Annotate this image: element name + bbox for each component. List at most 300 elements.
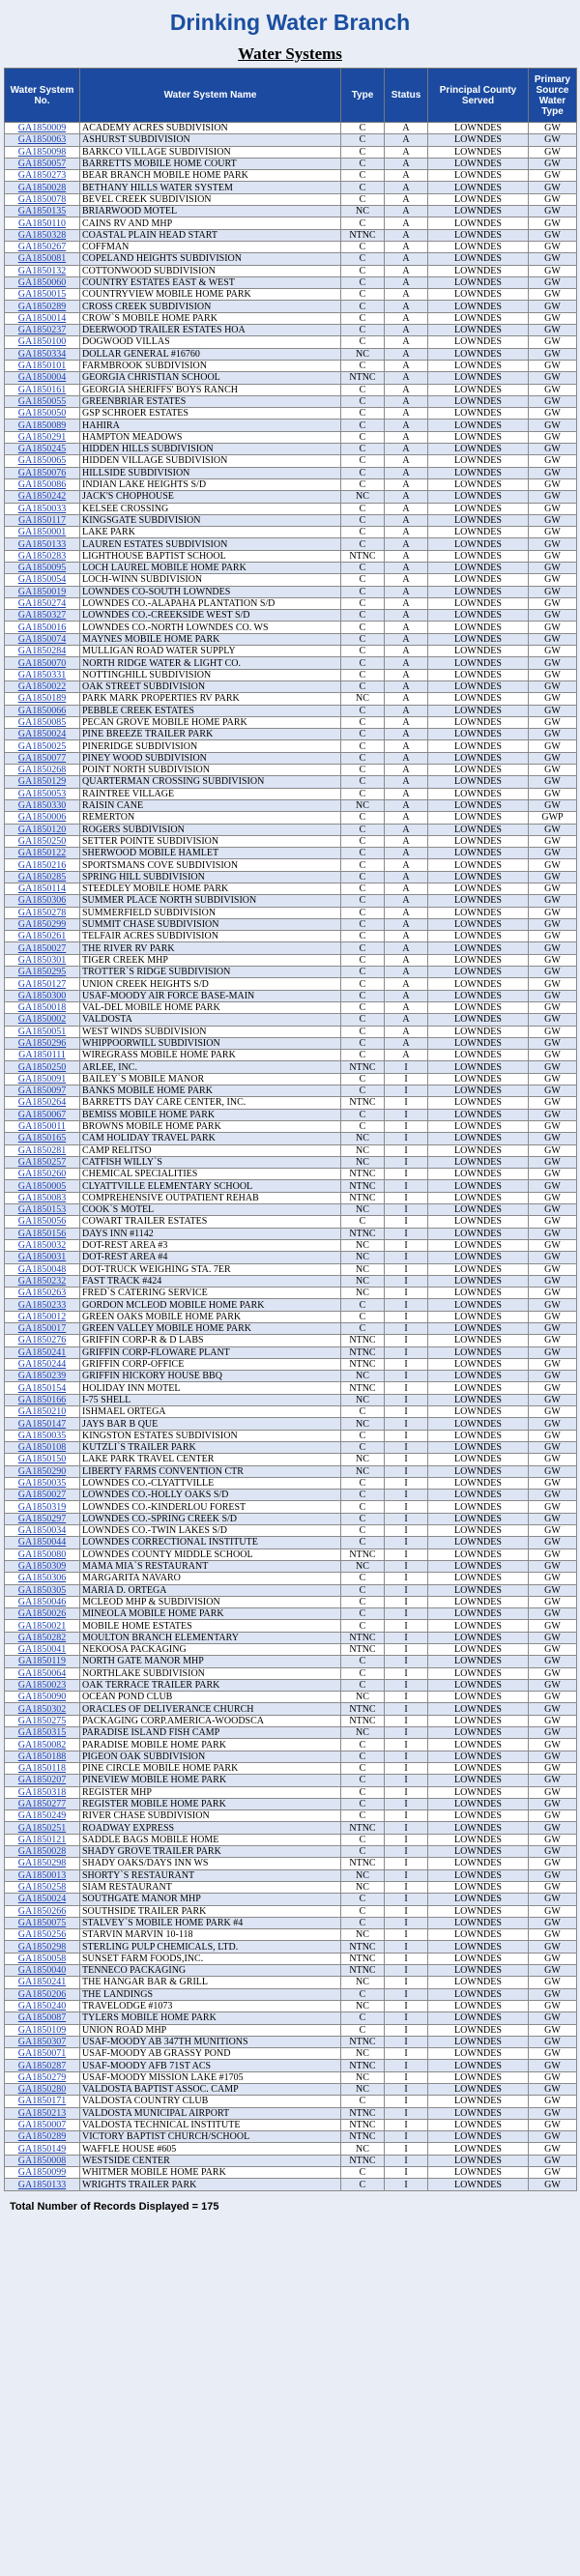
system-link[interactable]: GA1850024 bbox=[17, 729, 67, 740]
system-link[interactable]: GA1850133 bbox=[17, 538, 67, 550]
system-link[interactable]: GA1850028 bbox=[17, 182, 67, 193]
system-link[interactable]: GA1850156 bbox=[17, 1228, 67, 1239]
system-link[interactable]: GA1850161 bbox=[17, 384, 67, 395]
cell-system-no bbox=[5, 1239, 80, 1251]
system-link[interactable]: GA1850071 bbox=[17, 2048, 67, 2060]
system-link[interactable]: GA1850276 bbox=[17, 1335, 67, 1346]
cell-status: A bbox=[385, 253, 428, 265]
system-link[interactable]: GA1850099 bbox=[17, 2167, 67, 2179]
system-link[interactable]: GA1850089 bbox=[17, 420, 67, 431]
cell-system-name: SUMMERFIELD SUBDIVISION bbox=[80, 907, 341, 918]
cell-county: LOWNDES bbox=[428, 1001, 529, 1013]
system-link[interactable]: GA1850055 bbox=[17, 395, 67, 407]
system-link[interactable]: GA1850009 bbox=[17, 123, 67, 134]
system-link[interactable]: GA1850300 bbox=[17, 990, 67, 1001]
table-row bbox=[5, 1418, 577, 1430]
system-link[interactable]: GA1850150 bbox=[17, 1454, 67, 1465]
cell-status: A bbox=[385, 206, 428, 217]
cell-source-type: GW bbox=[529, 1762, 577, 1774]
system-link[interactable]: GA1850121 bbox=[17, 1834, 67, 1845]
table-row bbox=[5, 895, 577, 907]
system-link[interactable]: GA1850301 bbox=[17, 954, 67, 966]
system-link[interactable]: GA1850334 bbox=[17, 348, 67, 360]
table-row bbox=[5, 776, 577, 788]
system-link[interactable]: GA1850090 bbox=[17, 1692, 67, 1703]
table-row bbox=[5, 312, 577, 324]
system-link[interactable]: GA1850118 bbox=[17, 1763, 67, 1775]
system-link[interactable]: GA1850028 bbox=[17, 1846, 67, 1858]
cell-county: LOWNDES bbox=[428, 1894, 529, 1905]
system-link[interactable]: GA1850268 bbox=[17, 765, 67, 776]
system-link[interactable]: GA1850216 bbox=[17, 859, 67, 871]
system-link[interactable]: GA1850031 bbox=[17, 1252, 67, 1263]
system-link[interactable]: GA1850095 bbox=[17, 563, 67, 574]
cell-status: A bbox=[385, 336, 428, 348]
system-link[interactable]: GA1850295 bbox=[17, 967, 67, 978]
system-link[interactable]: GA1850035 bbox=[17, 1477, 67, 1489]
cell-source-type: GW bbox=[529, 1977, 577, 1988]
table-row bbox=[5, 1596, 577, 1607]
system-link[interactable]: GA1850006 bbox=[17, 812, 67, 824]
system-link[interactable]: GA1850026 bbox=[17, 1608, 67, 1620]
system-link[interactable]: GA1850188 bbox=[17, 1751, 67, 1762]
system-link[interactable]: GA1850001 bbox=[17, 527, 67, 538]
system-link[interactable]: GA1850287 bbox=[17, 2060, 67, 2071]
system-link[interactable]: GA1850075 bbox=[17, 1917, 67, 1928]
table-row bbox=[5, 1679, 577, 1691]
system-link[interactable]: GA1850242 bbox=[17, 491, 67, 503]
system-link[interactable]: GA1850016 bbox=[17, 622, 67, 633]
cell-status: I bbox=[385, 1869, 428, 1881]
system-link[interactable]: GA1850063 bbox=[17, 134, 67, 146]
system-link[interactable]: GA1850171 bbox=[17, 2096, 67, 2107]
system-link[interactable]: GA1850077 bbox=[17, 752, 67, 764]
system-link[interactable]: GA1850302 bbox=[17, 1703, 67, 1715]
system-link[interactable]: GA1850206 bbox=[17, 1988, 67, 2000]
cell-county: LOWNDES bbox=[428, 1881, 529, 1893]
cell-county: LOWNDES bbox=[428, 1822, 529, 1834]
system-link[interactable]: GA1850046 bbox=[17, 1596, 67, 1607]
system-link[interactable]: GA1850101 bbox=[17, 361, 67, 372]
cell-county: LOWNDES bbox=[428, 1703, 529, 1715]
cell-source-type: GW bbox=[529, 1798, 577, 1809]
system-link[interactable]: GA1850274 bbox=[17, 598, 67, 610]
table-row bbox=[5, 1133, 577, 1144]
cell-county: LOWNDES bbox=[428, 1941, 529, 1953]
cell-source-type: GW bbox=[529, 241, 577, 252]
system-link[interactable]: GA1850012 bbox=[17, 1311, 67, 1322]
cell-status: I bbox=[385, 1263, 428, 1275]
system-link[interactable]: GA1850153 bbox=[17, 1204, 67, 1216]
cell-system-no bbox=[5, 954, 80, 966]
system-link[interactable]: GA1850298 bbox=[17, 1941, 67, 1953]
system-link[interactable]: GA1850100 bbox=[17, 336, 67, 348]
cell-status: I bbox=[385, 1477, 428, 1489]
cell-system-name: CHEMICAL SPECIALITIES bbox=[80, 1169, 341, 1180]
system-link[interactable]: GA1850109 bbox=[17, 2024, 67, 2036]
system-link[interactable]: GA1850305 bbox=[17, 1584, 67, 1596]
system-link[interactable]: GA1850261 bbox=[17, 931, 67, 942]
system-link[interactable]: GA1850240 bbox=[17, 2001, 67, 2012]
cell-source-type: GW bbox=[529, 1632, 577, 1643]
cell-source-type: GW bbox=[529, 1263, 577, 1275]
system-link[interactable]: GA1850058 bbox=[17, 1953, 67, 1964]
system-link[interactable]: GA1850275 bbox=[17, 1715, 67, 1726]
system-link[interactable]: GA1850056 bbox=[17, 1216, 67, 1228]
cell-source-type: GW bbox=[529, 990, 577, 1001]
system-link[interactable]: GA1850097 bbox=[17, 1085, 67, 1097]
system-link[interactable]: GA1850081 bbox=[17, 253, 67, 265]
cell-status: I bbox=[385, 1406, 428, 1418]
cell-type: C bbox=[341, 622, 385, 633]
system-link[interactable]: GA1850129 bbox=[17, 776, 67, 788]
system-link[interactable]: GA1850291 bbox=[17, 431, 67, 443]
table-row bbox=[5, 848, 577, 859]
cell-status: I bbox=[385, 1418, 428, 1430]
cell-county: LOWNDES bbox=[428, 907, 529, 918]
system-link[interactable]: GA1850057 bbox=[17, 159, 67, 170]
system-link[interactable]: GA1850279 bbox=[17, 2071, 67, 2083]
system-link[interactable]: GA1850315 bbox=[17, 1727, 67, 1739]
cell-county: LOWNDES bbox=[428, 217, 529, 229]
system-link[interactable]: GA1850067 bbox=[17, 1109, 67, 1120]
cell-system-no bbox=[5, 1061, 80, 1073]
cell-system-no bbox=[5, 1537, 80, 1548]
system-link[interactable]: GA1850241 bbox=[17, 1977, 67, 1988]
cell-system-no bbox=[5, 2107, 80, 2119]
cell-type: NTNC bbox=[341, 1644, 385, 1656]
system-link[interactable]: GA1850076 bbox=[17, 467, 67, 478]
cell-status: I bbox=[385, 1275, 428, 1287]
system-link[interactable]: GA1850050 bbox=[17, 408, 67, 420]
system-link[interactable]: GA1850065 bbox=[17, 455, 67, 467]
system-link[interactable]: GA1850135 bbox=[17, 206, 67, 217]
cell-system-name: TYLERS MOBILE HOME PARK bbox=[80, 2012, 341, 2024]
system-link[interactable]: GA1850074 bbox=[17, 633, 67, 645]
system-link[interactable]: GA1850307 bbox=[17, 2036, 67, 2047]
table-row bbox=[5, 1775, 577, 1786]
cell-system-name: PINEVIEW MOBILE HOME PARK bbox=[80, 1775, 341, 1786]
cell-system-name: FARMBROOK SUBDIVISION bbox=[80, 360, 341, 371]
system-link[interactable]: GA1850034 bbox=[17, 1525, 67, 1537]
system-link[interactable]: GA1850331 bbox=[17, 669, 67, 680]
system-link[interactable]: GA1850066 bbox=[17, 705, 67, 716]
system-link[interactable]: GA1850027 bbox=[17, 1490, 67, 1501]
cell-source-type: GW bbox=[529, 848, 577, 859]
cell-status: A bbox=[385, 1026, 428, 1037]
system-link[interactable]: GA1850035 bbox=[17, 1430, 67, 1441]
system-link[interactable]: GA1850133 bbox=[17, 2179, 67, 2190]
table-row bbox=[5, 134, 577, 146]
cell-source-type: GW bbox=[529, 2179, 577, 2190]
system-link[interactable]: GA1850249 bbox=[17, 1810, 67, 1822]
cell-status: I bbox=[385, 1109, 428, 1120]
system-link[interactable]: GA1850024 bbox=[17, 1894, 67, 1905]
system-link[interactable]: GA1850154 bbox=[17, 1382, 67, 1394]
system-link[interactable]: GA1850053 bbox=[17, 788, 67, 799]
cell-system-name: USAF-MOODY MISSION LAKE #1705 bbox=[80, 2071, 341, 2083]
cell-system-no bbox=[5, 990, 80, 1001]
system-link[interactable]: GA1850318 bbox=[17, 1786, 67, 1798]
system-link[interactable]: GA1850299 bbox=[17, 919, 67, 931]
table-row bbox=[5, 1525, 577, 1537]
system-link[interactable]: GA1850250 bbox=[17, 1061, 67, 1073]
system-link[interactable]: GA1850280 bbox=[17, 2084, 67, 2096]
system-link[interactable]: GA1850132 bbox=[17, 265, 67, 276]
system-link[interactable]: GA1850306 bbox=[17, 895, 67, 907]
system-link[interactable]: GA1850025 bbox=[17, 740, 67, 752]
cell-type: C bbox=[341, 942, 385, 954]
system-link[interactable]: GA1850122 bbox=[17, 848, 67, 859]
system-link[interactable]: GA1850147 bbox=[17, 1418, 67, 1430]
cell-source-type: GW bbox=[529, 1703, 577, 1715]
table-row bbox=[5, 1632, 577, 1643]
system-link[interactable]: GA1850086 bbox=[17, 479, 67, 491]
cell-system-no bbox=[5, 1465, 80, 1477]
cell-status: A bbox=[385, 716, 428, 728]
system-link[interactable]: GA1850004 bbox=[17, 372, 67, 384]
cell-status: A bbox=[385, 883, 428, 895]
system-link[interactable]: GA1850250 bbox=[17, 835, 67, 847]
cell-county: LOWNDES bbox=[428, 491, 529, 503]
system-link[interactable]: GA1850041 bbox=[17, 1644, 67, 1656]
system-link[interactable]: GA1850297 bbox=[17, 1513, 67, 1524]
table-row bbox=[5, 1834, 577, 1845]
cell-source-type: GW bbox=[529, 1465, 577, 1477]
cell-system-no bbox=[5, 1929, 80, 1941]
cell-status: I bbox=[385, 1894, 428, 1905]
table-row bbox=[5, 550, 577, 562]
cell-type: C bbox=[341, 455, 385, 467]
system-link[interactable]: GA1850283 bbox=[17, 550, 67, 562]
cell-system-name: PINE BREEZE TRAILER PARK bbox=[80, 729, 341, 740]
cell-system-name: SPORTSMANS COVE SUBDIVISION bbox=[80, 859, 341, 871]
system-link[interactable]: GA1850080 bbox=[17, 1548, 67, 1560]
system-link[interactable]: GA1850120 bbox=[17, 824, 67, 835]
system-link[interactable]: GA1850064 bbox=[17, 1667, 67, 1679]
cell-county: LOWNDES bbox=[428, 1239, 529, 1251]
system-link[interactable]: GA1850007 bbox=[17, 2120, 67, 2131]
system-link[interactable]: GA1850013 bbox=[17, 1869, 67, 1881]
system-link[interactable]: GA1850309 bbox=[17, 1561, 67, 1573]
cell-source-type: GW bbox=[529, 1014, 577, 1026]
system-link[interactable]: GA1850008 bbox=[17, 2155, 67, 2166]
cell-status: I bbox=[385, 1180, 428, 1192]
cell-type: C bbox=[341, 1656, 385, 1667]
system-link[interactable]: GA1850277 bbox=[17, 1799, 67, 1809]
system-link[interactable]: GA1850018 bbox=[17, 1002, 67, 1014]
system-link[interactable]: GA1850114 bbox=[17, 883, 67, 895]
cell-status: A bbox=[385, 360, 428, 371]
cell-system-no bbox=[5, 1869, 80, 1881]
system-link[interactable]: GA1850054 bbox=[17, 574, 67, 586]
system-link[interactable]: GA1850257 bbox=[17, 1156, 67, 1168]
system-link[interactable]: GA1850298 bbox=[17, 1858, 67, 1869]
system-link[interactable]: GA1850237 bbox=[17, 325, 67, 336]
cell-system-name: SUMMIT CHASE SUBDIVISION bbox=[80, 918, 341, 930]
cell-county: LOWNDES bbox=[428, 193, 529, 205]
system-link[interactable]: GA1850019 bbox=[17, 586, 67, 597]
system-link[interactable]: GA1850085 bbox=[17, 716, 67, 728]
system-link[interactable]: GA1850281 bbox=[17, 1144, 67, 1156]
system-link[interactable]: GA1850078 bbox=[17, 193, 67, 205]
cell-system-name: TELFAIR ACRES SUBDIVISION bbox=[80, 931, 341, 942]
system-link[interactable]: GA1850015 bbox=[17, 289, 67, 301]
table-row bbox=[5, 669, 577, 680]
cell-system-no bbox=[5, 729, 80, 740]
system-link[interactable]: GA1850032 bbox=[17, 1240, 67, 1252]
system-link[interactable]: GA1850207 bbox=[17, 1775, 67, 1786]
table-row bbox=[5, 158, 577, 169]
cell-county: LOWNDES bbox=[428, 276, 529, 288]
cell-status: I bbox=[385, 1311, 428, 1322]
table-row bbox=[5, 301, 577, 312]
system-link[interactable]: GA1850082 bbox=[17, 1739, 67, 1751]
system-link[interactable]: GA1850239 bbox=[17, 1371, 67, 1382]
cell-county: LOWNDES bbox=[428, 1620, 529, 1632]
cell-county: LOWNDES bbox=[428, 1858, 529, 1869]
cell-system-name: WIREGRASS MOBILE HOME PARK bbox=[80, 1050, 341, 1061]
system-link[interactable]: GA1850023 bbox=[17, 1680, 67, 1692]
cell-system-no bbox=[5, 1573, 80, 1584]
system-link[interactable]: GA1850166 bbox=[17, 1394, 67, 1405]
system-link[interactable]: GA1850111 bbox=[18, 1050, 66, 1061]
system-link[interactable]: GA1850260 bbox=[17, 1169, 67, 1180]
system-link[interactable]: GA1850119 bbox=[17, 1656, 67, 1667]
cell-system-name: STARVIN MARVIN 10-118 bbox=[80, 1929, 341, 1941]
system-link[interactable]: GA1850108 bbox=[17, 1442, 67, 1454]
cell-county: LOWNDES bbox=[428, 1180, 529, 1192]
system-link[interactable]: GA1850117 bbox=[17, 514, 67, 526]
cell-status: A bbox=[385, 503, 428, 514]
system-link[interactable]: GA1850285 bbox=[17, 871, 67, 883]
cell-system-no bbox=[5, 1786, 80, 1798]
cell-type: C bbox=[341, 1917, 385, 1928]
cell-county: LOWNDES bbox=[428, 2107, 529, 2119]
system-link[interactable]: GA1850244 bbox=[17, 1359, 67, 1371]
system-link[interactable]: GA1850233 bbox=[17, 1299, 67, 1311]
system-link[interactable]: GA1850189 bbox=[17, 693, 67, 705]
system-link[interactable]: GA1850273 bbox=[17, 170, 67, 182]
system-link[interactable]: GA1850330 bbox=[17, 800, 67, 812]
cell-system-name: HIDDEN HILLS SUBDIVISION bbox=[80, 444, 341, 455]
system-link[interactable]: GA1850165 bbox=[17, 1133, 67, 1144]
system-link[interactable]: GA1850267 bbox=[17, 242, 67, 253]
cell-county: LOWNDES bbox=[428, 1120, 529, 1132]
cell-status: A bbox=[385, 752, 428, 764]
system-link[interactable]: GA1850044 bbox=[17, 1537, 67, 1548]
system-link[interactable]: GA1850232 bbox=[17, 1275, 67, 1287]
cell-county: LOWNDES bbox=[428, 1406, 529, 1418]
system-link[interactable]: GA1850210 bbox=[17, 1406, 67, 1418]
system-link[interactable]: GA1850296 bbox=[17, 1038, 67, 1049]
system-link[interactable]: GA1850149 bbox=[17, 2143, 67, 2155]
system-link[interactable]: GA1850328 bbox=[17, 229, 67, 241]
system-link[interactable]: GA1850306 bbox=[17, 1573, 67, 1584]
system-link[interactable]: GA1850040 bbox=[17, 1965, 67, 1977]
system-link[interactable]: GA1850289 bbox=[17, 301, 67, 312]
system-link[interactable]: GA1850051 bbox=[17, 1026, 67, 1037]
cell-source-type: GW bbox=[529, 1905, 577, 1917]
system-link[interactable]: GA1850127 bbox=[17, 978, 67, 990]
cell-type: NTNC bbox=[341, 1965, 385, 1977]
col-header-status: Status bbox=[385, 69, 428, 123]
cell-system-name: REMERTON bbox=[80, 812, 341, 824]
system-link[interactable]: GA1850021 bbox=[17, 1620, 67, 1632]
table-row bbox=[5, 1692, 577, 1703]
cell-system-no bbox=[5, 348, 80, 360]
table-row bbox=[5, 253, 577, 265]
cell-system-name: TENNECO PACKAGING bbox=[80, 1965, 341, 1977]
system-link[interactable]: GA1850083 bbox=[17, 1192, 67, 1203]
system-link[interactable]: GA1850213 bbox=[17, 2107, 67, 2119]
table-row bbox=[5, 1929, 577, 1941]
system-link[interactable]: GA1850005 bbox=[17, 1180, 67, 1192]
system-link[interactable]: GA1850289 bbox=[17, 2131, 67, 2143]
system-link[interactable]: GA1850264 bbox=[17, 1097, 67, 1109]
table-row bbox=[5, 1228, 577, 1239]
system-link[interactable]: GA1850048 bbox=[17, 1263, 67, 1275]
cell-status: A bbox=[385, 990, 428, 1001]
system-link[interactable]: GA1850033 bbox=[17, 503, 67, 514]
system-link[interactable]: GA1850284 bbox=[17, 646, 67, 657]
cell-status: I bbox=[385, 1371, 428, 1382]
system-link[interactable]: GA1850251 bbox=[17, 1822, 67, 1834]
cell-source-type: GW bbox=[529, 1810, 577, 1822]
cell-source-type: GW bbox=[529, 1037, 577, 1049]
cell-source-type: GW bbox=[529, 859, 577, 871]
system-link[interactable]: GA1850014 bbox=[17, 312, 67, 324]
cell-system-name: MCLEOD MHP & SUBDIVISION bbox=[80, 1596, 341, 1607]
system-link[interactable]: GA1850027 bbox=[17, 942, 67, 954]
system-link[interactable]: GA1850266 bbox=[17, 1905, 67, 1917]
system-link[interactable]: GA1850098 bbox=[17, 146, 67, 158]
system-link[interactable]: GA1850241 bbox=[17, 1346, 67, 1358]
system-link[interactable]: GA1850087 bbox=[17, 2012, 67, 2024]
system-link[interactable]: GA1850070 bbox=[17, 657, 67, 669]
system-link[interactable]: GA1850011 bbox=[17, 1121, 67, 1133]
cell-status: I bbox=[385, 1560, 428, 1572]
cell-source-type: GW bbox=[529, 1941, 577, 1953]
system-link[interactable]: GA1850327 bbox=[17, 610, 67, 622]
cell-source-type: GW bbox=[529, 1144, 577, 1156]
system-link[interactable]: GA1850290 bbox=[17, 1465, 67, 1477]
system-link[interactable]: GA1850258 bbox=[17, 1882, 67, 1894]
cell-type: C bbox=[341, 312, 385, 324]
cell-source-type: GW bbox=[529, 776, 577, 788]
system-link[interactable]: GA1850060 bbox=[17, 277, 67, 288]
system-link[interactable]: GA1850245 bbox=[17, 444, 67, 455]
system-link[interactable]: GA1850091 bbox=[17, 1073, 67, 1085]
cell-system-no bbox=[5, 2071, 80, 2083]
table-row bbox=[5, 514, 577, 526]
system-link[interactable]: GA1850022 bbox=[17, 681, 67, 693]
system-link[interactable]: GA1850282 bbox=[17, 1632, 67, 1643]
system-link[interactable]: GA1850256 bbox=[17, 1929, 67, 1941]
cell-county: LOWNDES bbox=[428, 1037, 529, 1049]
system-link[interactable]: GA1850278 bbox=[17, 907, 67, 918]
cell-system-no bbox=[5, 2000, 80, 2012]
system-link[interactable]: GA1850110 bbox=[17, 217, 67, 229]
system-link[interactable]: GA1850319 bbox=[17, 1501, 67, 1513]
system-link[interactable]: GA1850263 bbox=[17, 1288, 67, 1299]
system-link[interactable]: GA1850002 bbox=[17, 1014, 67, 1026]
cell-type: C bbox=[341, 1311, 385, 1322]
cell-type: C bbox=[341, 1667, 385, 1679]
col-header-type: Type bbox=[341, 69, 385, 123]
table-row bbox=[5, 455, 577, 467]
system-link[interactable]: GA1850017 bbox=[17, 1323, 67, 1335]
